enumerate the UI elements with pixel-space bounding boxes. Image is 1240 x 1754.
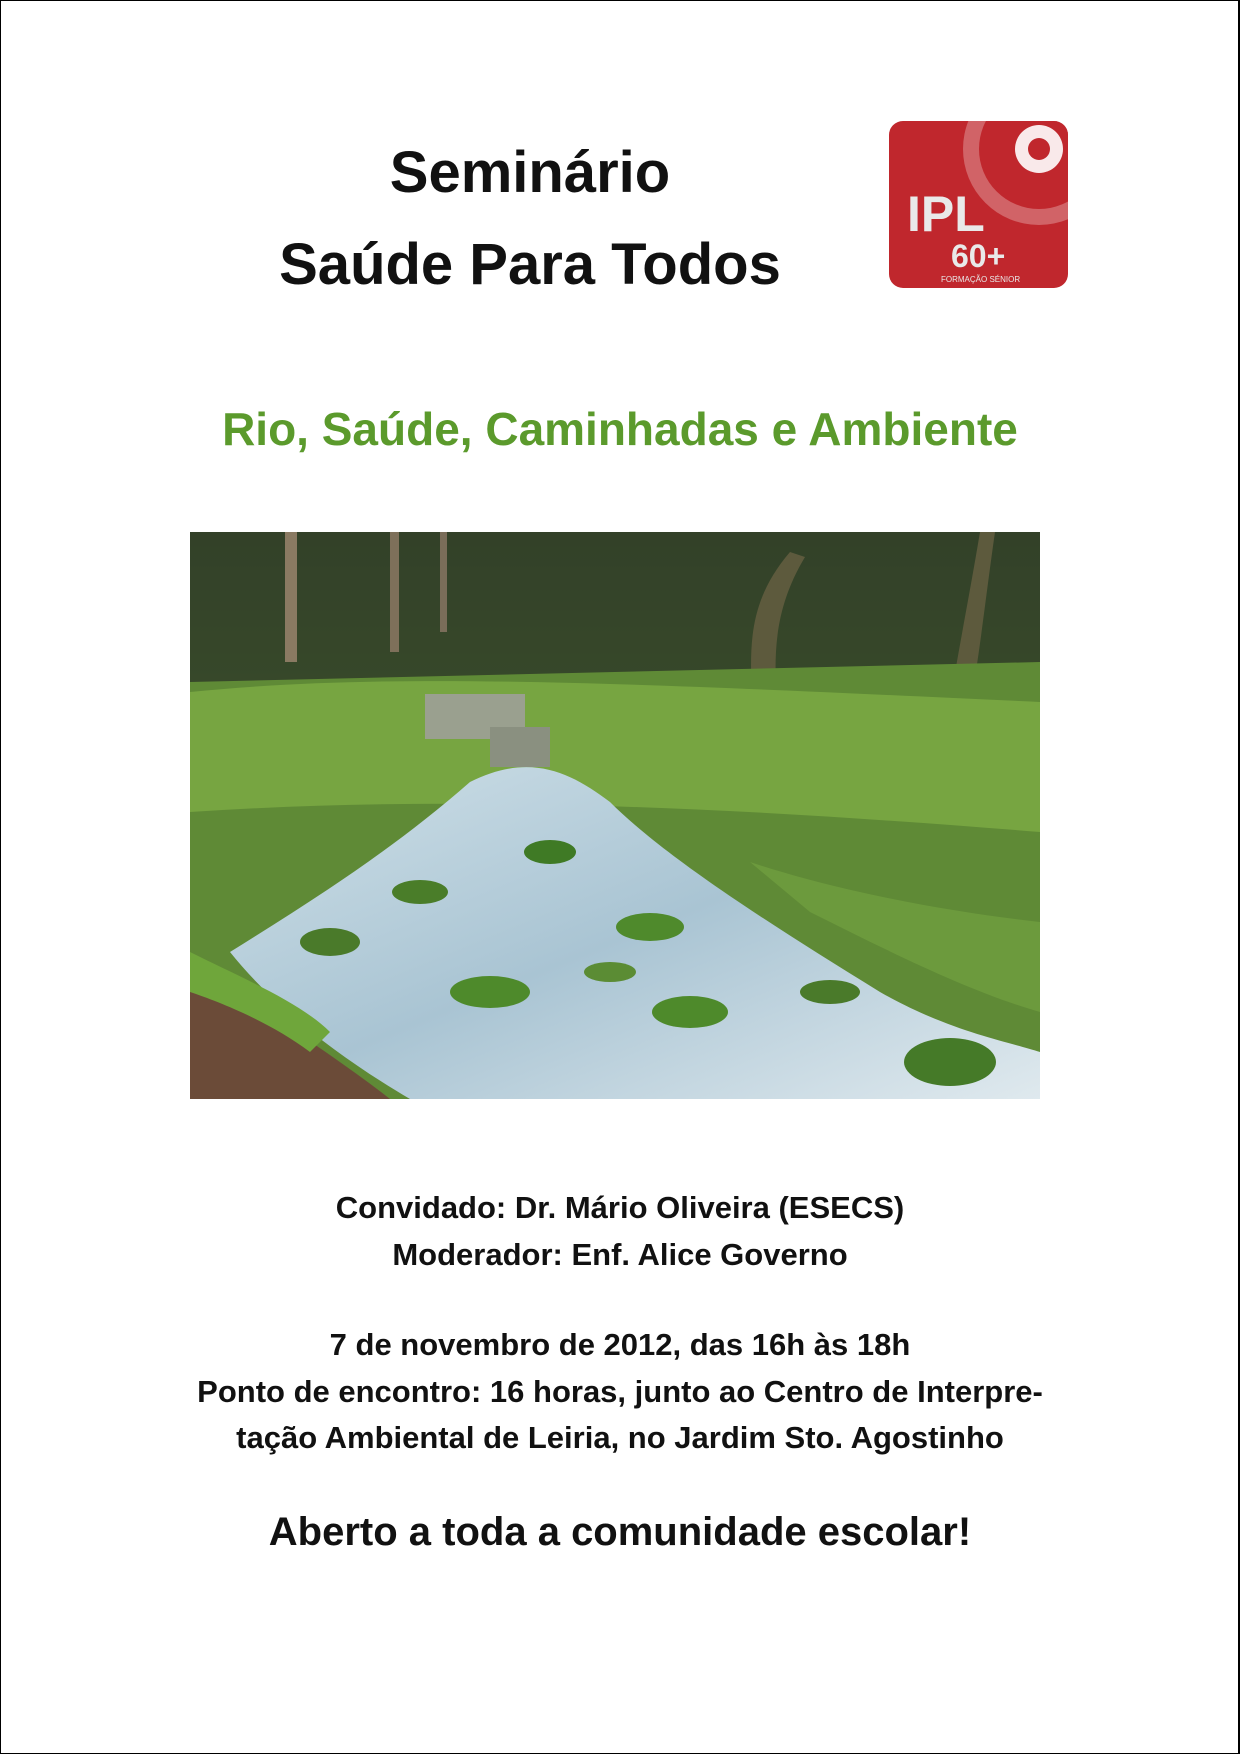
meeting-point-line-1: Ponto de encontro: 16 horas, junto ao Centro de Interpre- bbox=[197, 1374, 1043, 1409]
logo-text-badge: 60+ bbox=[951, 238, 1006, 274]
logo-text-main: IPL bbox=[907, 186, 985, 242]
guest-line: Convidado: Dr. Mário Oliveira (ESECS) bbox=[335, 1190, 905, 1225]
subtitle: Rio, Saúde, Caminhadas e Ambiente bbox=[222, 403, 1018, 455]
river-photo bbox=[190, 532, 1040, 1099]
title-line-2: Saúde Para Todos bbox=[279, 232, 781, 297]
ipl-60-logo bbox=[889, 121, 1068, 288]
moderator-line: Moderador: Enf. Alice Governo bbox=[392, 1237, 848, 1272]
title-line-1: Seminário bbox=[389, 140, 671, 205]
meeting-point-line-2: tação Ambiental de Leiria, no Jardim Sto. Agostinho bbox=[236, 1420, 1004, 1455]
closing-line: Aberto a toda a comunidade escolar! bbox=[268, 1510, 972, 1554]
date-line: 7 de novembro de 2012, das 16h às 18h bbox=[329, 1327, 911, 1362]
logo-caption: FORMAÇÃO SÉNIOR bbox=[941, 275, 1021, 284]
